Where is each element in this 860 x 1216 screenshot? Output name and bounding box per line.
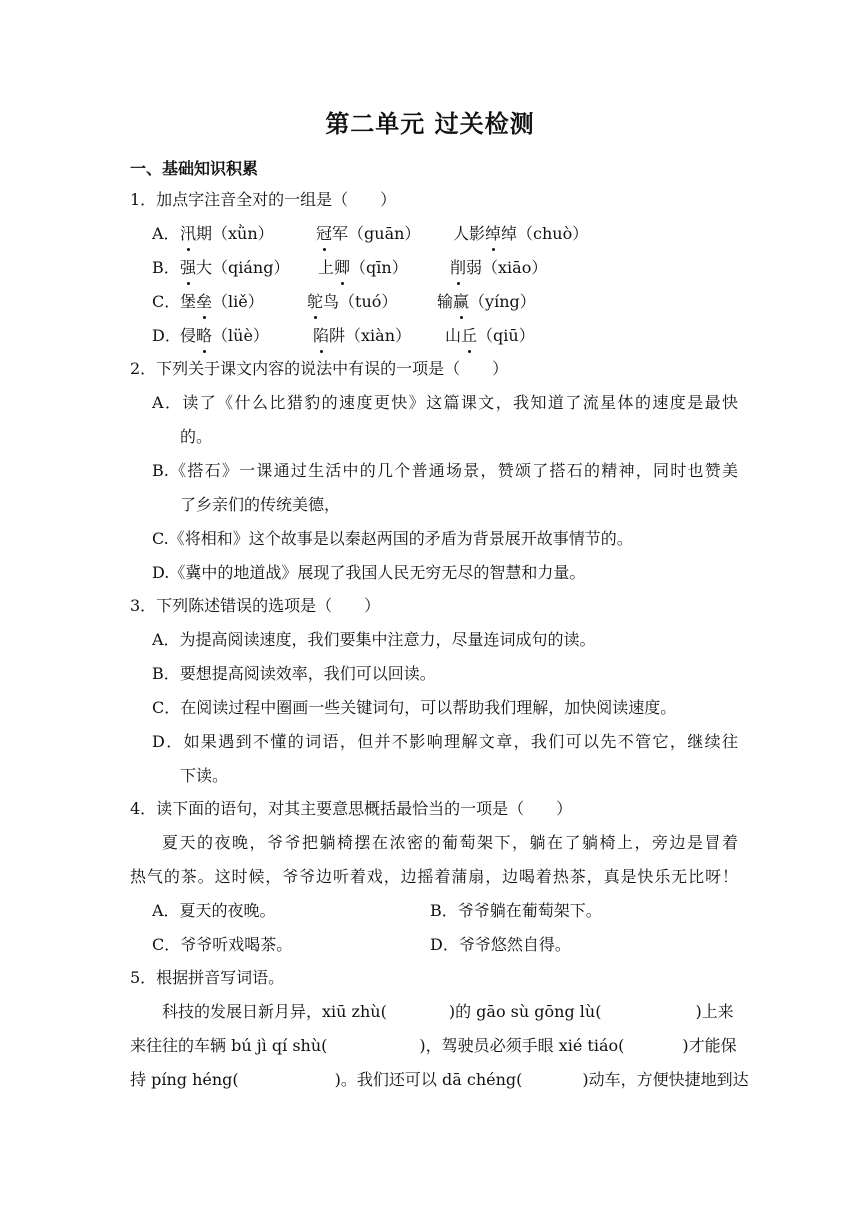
question-3-stem: 3．下列陈述错误的选项是（ ） [130, 596, 381, 615]
q5-text-line-3: 持 píng héng( )。我们还可以 dā chéng( )动车，方便快捷地到达 [130, 1070, 749, 1089]
q1-option-a-item-2: 冠军（guān） [316, 224, 421, 243]
q2-option-a-line-1: A．读了《什么比猎豹的速度更快》这篇课文，我知道了流星体的速度是最快 [152, 393, 738, 412]
q1-option-c-label: C． [152, 292, 181, 311]
q2-option-c: C.《将相和》这个故事是以秦赵两国的矛盾为背景展开故事情节的。 [152, 529, 633, 548]
q1-option-d-label: D． [152, 326, 181, 345]
page-title: 第二单元 过关检测 [325, 110, 535, 138]
q2-option-b-line-1: B.《搭石》一课通过生活中的几个普通场景，赞颂了搭石的精神，同时也赞美 [152, 461, 738, 480]
question-1-stem: 1．加点字注音全对的一组是（ ） [130, 190, 397, 209]
q5-text-line-2: 来往往的车辆 bú jì qí shù( )，驾驶员必须手眼 xié tiáo( )才能保 [130, 1036, 737, 1055]
q4-option-d: D．爷爷悠然自得。 [430, 935, 571, 954]
question-4-stem: 4．读下面的语句，对其主要意思概括最恰当的一项是（ ） [130, 799, 573, 818]
q4-passage-line-1: 夏天的夜晚，爷爷把躺椅摆在浓密的葡萄架下，躺在了躺椅上，旁边是冒着 [162, 833, 738, 852]
q3-option-b: B．要想提高阅读效率，我们可以回读。 [152, 664, 436, 683]
q1-option-d-item-3: 山丘（qiū） [445, 326, 535, 345]
q5-text-line-1: 科技的发展日新月异，xiū zhù( )的 gāo sù gōng lù( )上来 [162, 1002, 734, 1021]
q1-option-d-item-1: 侵略（lüè） [180, 326, 269, 345]
q3-option-d-line-1: D．如果遇到不懂的词语，但并不影响理解文章，我们可以先不管它，继续往 [152, 732, 738, 751]
q3-option-a: A．为提高阅读速度，我们要集中注意力，尽量连词成句的读。 [152, 630, 596, 649]
q1-option-b-label: B． [152, 258, 180, 277]
q4-option-a: A．夏天的夜晚。 [152, 901, 276, 920]
q1-option-c-item-1: 堡垒（liě） [180, 292, 264, 311]
q4-option-c: C．爷爷听戏喝茶。 [152, 935, 293, 954]
q4-option-b: B．爷爷躺在葡萄架下。 [430, 901, 602, 920]
q2-option-b-line-2: 了乡亲们的传统美德， [180, 495, 341, 514]
question-5-stem: 5．根据拼音写词语。 [130, 968, 285, 987]
section-heading: 一、基础知识积累 [130, 159, 259, 178]
q1-option-b-item-2: 上卿（qīn） [318, 258, 408, 277]
question-2-stem: 2．下列关于课文内容的说法中有误的一项是（ ） [130, 359, 509, 378]
q4-passage-line-2: 热气的茶。这时候，爷爷边听着戏，边摇着蒲扇，边喝着热茶，真是快乐无比呀！ [130, 867, 738, 886]
q1-option-b-item-3: 削弱（xiāo） [450, 258, 548, 277]
q1-option-b-item-1: 强大（qiáng） [180, 258, 290, 277]
q1-option-a-label: A． [152, 224, 180, 243]
q1-option-a-item-3: 人影绰绰（chuò） [453, 224, 589, 243]
q2-option-a-line-2: 的。 [180, 427, 213, 446]
q3-option-d-line-2: 下读。 [180, 766, 229, 785]
q1-option-d-item-2: 陷阱（xiàn） [313, 326, 412, 345]
q3-option-c: C．在阅读过程中圈画一些关键词句，可以帮助我们理解，加快阅读速度。 [152, 698, 677, 717]
q2-option-d: D.《冀中的地道战》展现了我国人民无穷无尽的智慧和力量。 [152, 563, 586, 582]
q1-option-a-item-1: 汛期（xǜn） [180, 224, 274, 243]
q1-option-c-item-2: 鸵鸟（tuó） [307, 292, 398, 311]
q1-option-c-item-3: 输赢（yíng） [437, 292, 536, 311]
